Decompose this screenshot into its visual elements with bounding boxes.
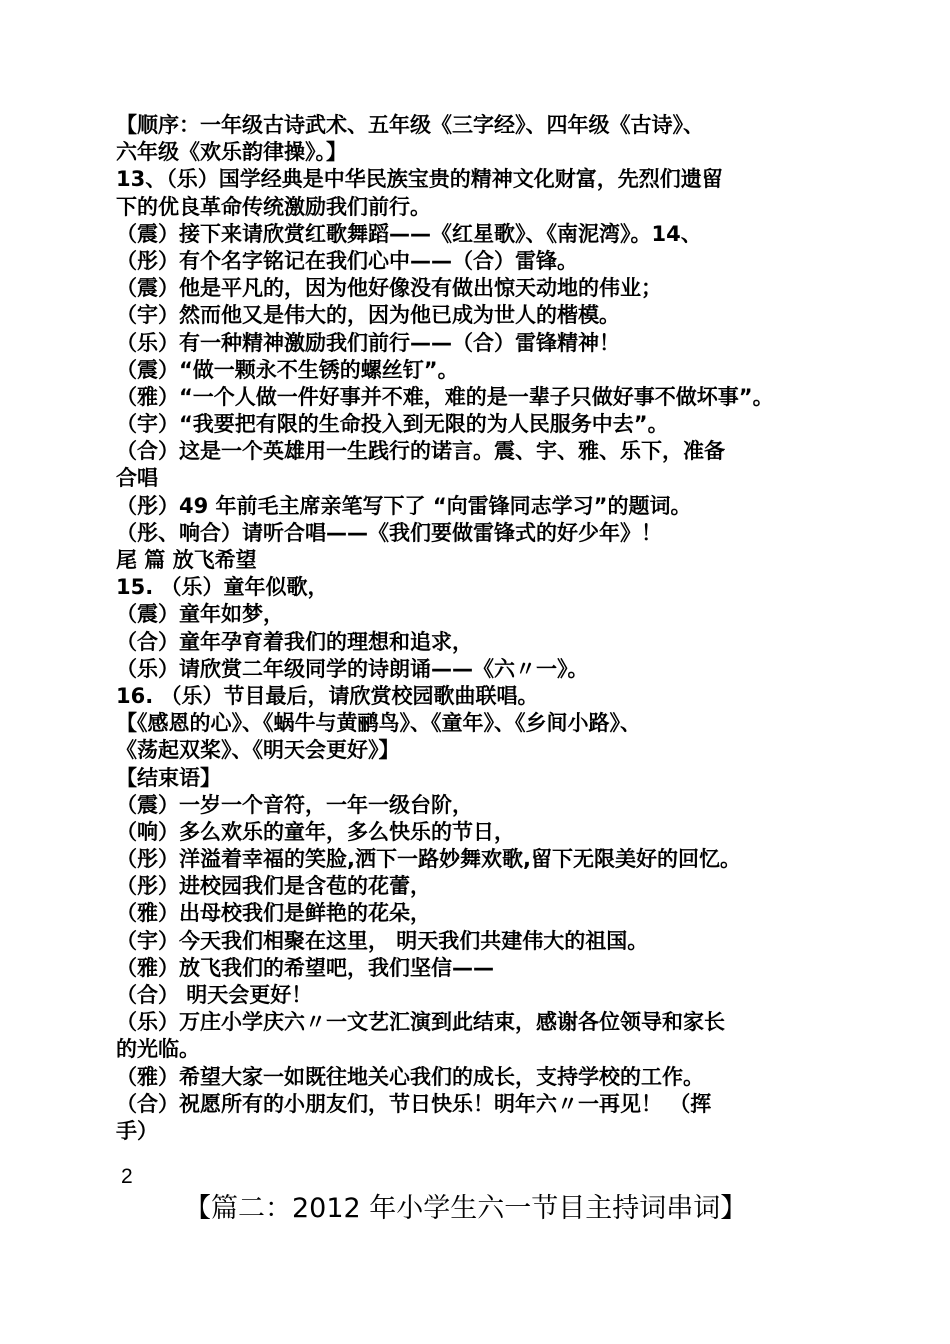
text-line: 下的优良革命传统激励我们前行。	[116, 194, 431, 219]
text-line: （震）“做一颗永不生锈的螺丝钉”。	[116, 357, 459, 382]
section-heading: 【篇二：2012 年小学生六一节目主持词串词】	[184, 1193, 748, 1224]
text-line: （震）一岁一个音符，一年一级台阶，	[116, 792, 473, 817]
text-line: （乐）请欣赏二年级同学的诗朗诵——《六〃一》。	[116, 656, 589, 681]
text-line: （宇）今天我们相聚在这里， 明天我们共建伟大的祖国。	[116, 928, 649, 953]
text-line: （合）这是一个英雄用一生践行的诺言。震、宇、雅、乐下，准备	[116, 439, 725, 464]
text-line: 16. （乐）节目最后，请欣赏校园歌曲联唱。	[116, 683, 539, 708]
text-line: 《荡起双桨》、《明天会更好》】	[116, 738, 400, 763]
text-line: （震）童年如梦，	[116, 602, 284, 627]
text-line: （彤）有个名字铭记在我们心中——（合）雷锋。	[116, 248, 578, 273]
text-line: （响）多么欢乐的童年，多么快乐的节日，	[116, 819, 515, 844]
text-line: 【顺序：一年级古诗武术、五年级《三字经》、四年级《古诗》、	[116, 113, 704, 137]
text-line: 15. （乐）童年似歌，	[116, 575, 329, 600]
text-line: （雅）放飞我们的希望吧，我们坚信——	[116, 955, 494, 980]
text-line: （宇）然而他又是伟大的，因为他已成为世人的楷模。	[116, 303, 620, 328]
text-line: （震）接下来请欣赏红歌舞蹈——《红星歌》、《南泥湾》。14、	[116, 221, 702, 246]
text-line: 尾 篇 放飞希望	[116, 548, 257, 572]
text-line: （震）他是平凡的，因为他好像没有做出惊天动地的伟业；	[116, 276, 662, 301]
text-line: 13、（乐）国学经典是中华民族宝贵的精神文化财富，先烈们遗留	[116, 167, 723, 192]
text-line: （合） 明天会更好！	[116, 983, 313, 1007]
text-line: 【《感恩的心》、《蜗牛与黄鹂鸟》、《童年》、《乡间小路》、	[116, 711, 641, 736]
text-line: （合）祝愿所有的小朋友们，节日快乐！明年六〃一再见！ （挥	[116, 1091, 712, 1116]
text-line: （彤）洋溢着幸福的笑脸,洒下一路妙舞欢歌,留下无限美好的回忆。	[116, 847, 741, 872]
text-line: 的光临。	[116, 1037, 200, 1062]
text-line: （合）童年孕育着我们的理想和追求，	[116, 629, 473, 654]
text-line: 六年级《欢乐韵律操》。】	[116, 140, 347, 165]
page-number: 2	[121, 1165, 133, 1188]
text-line: （雅）希望大家一如既往地关心我们的成长，支持学校的工作。	[116, 1064, 704, 1089]
text-line: 合唱	[116, 466, 158, 491]
script-text-block	[116, 112, 836, 1145]
text-line: （乐）万庄小学庆六〃一文艺汇演到此结束，感谢各位领导和家长	[116, 1010, 725, 1035]
text-line: 手）	[116, 1118, 158, 1143]
text-line: （彤）49 年前毛主席亲笔写下了 “向雷锋同志学习”的题词。	[116, 493, 692, 518]
text-line: （雅）“一个人做一件好事并不难，难的是一辈子只做好事不做坏事”。	[116, 384, 774, 409]
text-line: 【结束语】	[116, 765, 221, 790]
text-line: （彤）进校园我们是含苞的花蕾，	[116, 874, 431, 899]
text-line: （彤、响合）请听合唱——《我们要做雷锋式的好少年》！	[116, 520, 662, 545]
text-line: （宇）“我要把有限的生命投入到无限的为人民服务中去”。	[116, 412, 669, 437]
text-line: （乐）有一种精神激励我们前行——（合）雷锋精神！	[116, 330, 620, 355]
text-line: （雅）出母校我们是鲜艳的花朵，	[116, 901, 431, 926]
